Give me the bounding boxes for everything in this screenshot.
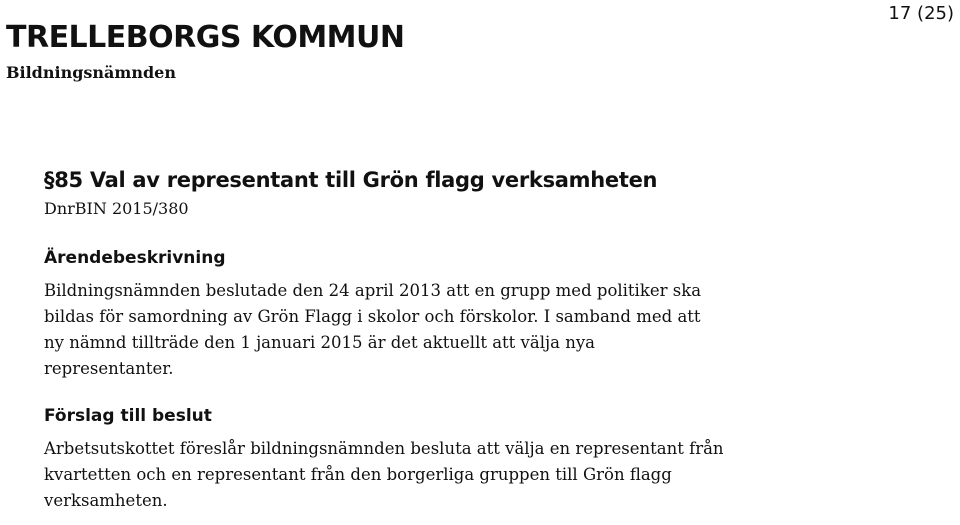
case-description-heading: Ärendebeskrivning [44, 248, 226, 268]
paragraph-line: representanter. [44, 359, 174, 378]
department-name: Bildningsnämnden [6, 63, 176, 82]
paragraph-line: bildas för samordning av Grön Flagg i skolor och förskolor. I samband med att [44, 307, 701, 326]
case-number: DnrBIN 2015/380 [44, 199, 189, 218]
page-number: 17 (25) [888, 3, 954, 24]
proposal-paragraph [44, 436, 944, 514]
paragraph-line: kvartetten och en representant från den borgerliga gruppen till Grön flagg [44, 465, 672, 484]
organization-name: TRELLEBORGS KOMMUN [6, 20, 405, 55]
paragraph-line: Bildningsnämnden beslutade den 24 april 2013 att en grupp med politiker ska [44, 281, 702, 300]
case-description-paragraph [44, 278, 944, 382]
paragraph-line: verksamheten. [44, 491, 168, 510]
paragraph-line: ny nämnd tillträde den 1 januari 2015 är det aktuellt att välja nya [44, 333, 595, 352]
paragraph-line: Arbetsutskottet föreslår bildningsnämnden besluta att välja en representant från [44, 439, 724, 458]
document-body [44, 166, 944, 514]
proposal-heading: Förslag till beslut [44, 406, 212, 426]
section-title: §85 Val av representant till Grön flagg verksamheten [44, 168, 658, 192]
